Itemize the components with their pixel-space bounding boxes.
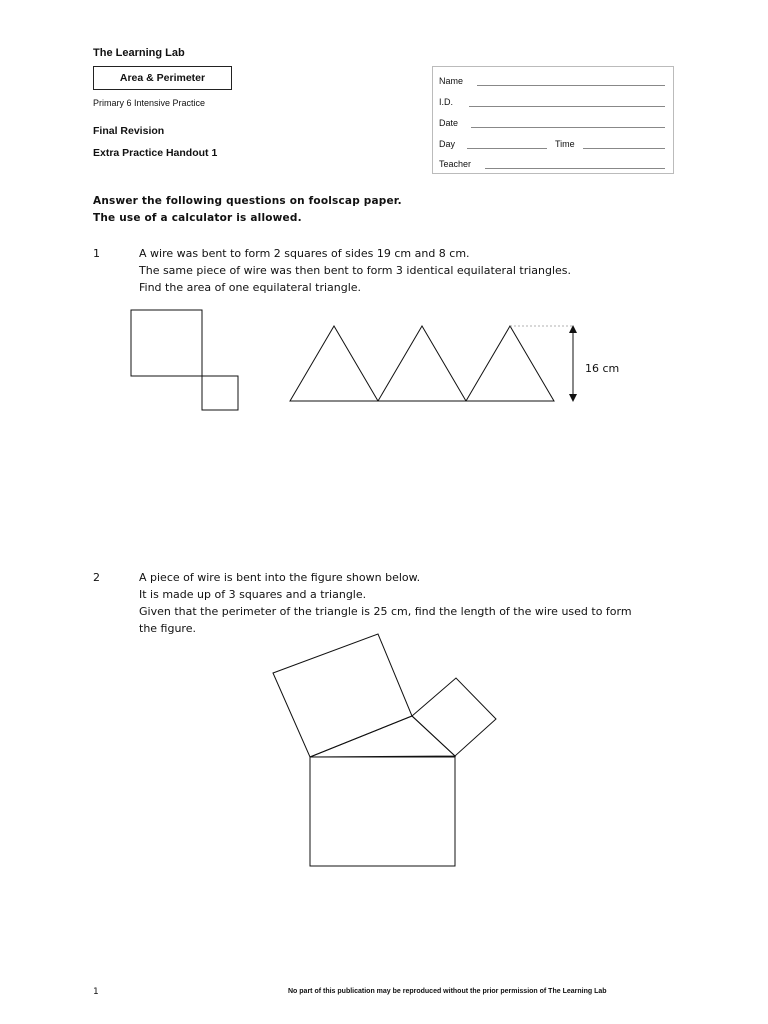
triangles-figure: [280, 315, 590, 415]
time-label: Time: [555, 139, 575, 149]
squares-figure: [120, 300, 250, 420]
question-2-line-3: Given that the perimeter of the triangle is 25 cm, find the length of the wire used to form: [139, 605, 632, 618]
triangle-1: [290, 326, 378, 401]
topic-box: [93, 66, 232, 90]
handout-label: Extra Practice Handout 1: [93, 147, 218, 159]
name-label: Name: [439, 76, 464, 86]
question-1-line-1: A wire was bent to form 2 squares of sides 19 cm and 8 cm.: [139, 247, 470, 260]
id-label: I.D.: [439, 97, 454, 107]
day-field[interactable]: [467, 148, 547, 149]
top-right-square: [412, 678, 496, 756]
student-info-box: [432, 66, 674, 174]
page-number: 1: [93, 987, 99, 997]
triangle-2: [378, 326, 466, 401]
top-left-square: [273, 634, 412, 757]
instruction-line-2: The use of a calculator is allowed.: [93, 212, 302, 224]
question-1-line-3: Find the area of one equilateral triangle.: [139, 281, 362, 294]
level-label: Primary 6 Intensive Practice: [93, 98, 206, 108]
topic-title: Area & Perimeter: [119, 72, 206, 84]
copyright-notice: No part of this publication may be reproduced without the prior permission of The Learning Lab: [288, 988, 607, 995]
bottom-square: [310, 757, 455, 866]
squares-triangle-figure: [260, 625, 510, 875]
triangle-3: [466, 326, 554, 401]
large-square: [131, 310, 202, 376]
question-2-line-4: the figure.: [139, 622, 196, 635]
instruction-line-1: Answer the following questions on foolscap paper.: [93, 195, 402, 207]
time-field[interactable]: [583, 148, 665, 149]
revision-label: Final Revision: [93, 125, 165, 137]
date-label: Date: [439, 118, 459, 128]
teacher-field[interactable]: [485, 168, 665, 169]
question-1-line-2: The same piece of wire was then bent to form 3 identical equilateral triangles.: [139, 264, 572, 277]
brand-name: The Learning Lab: [93, 47, 185, 59]
question-2-number: 2: [93, 571, 100, 584]
question-1-number: 1: [93, 247, 100, 260]
id-field[interactable]: [469, 106, 665, 107]
small-square: [202, 376, 238, 410]
question-2-line-2: It is made up of 3 squares and a triangle.: [139, 588, 367, 601]
center-triangle: [310, 716, 455, 757]
date-field[interactable]: [471, 127, 665, 128]
height-label: 16 cm: [585, 362, 620, 375]
name-field[interactable]: [477, 85, 665, 86]
day-label: Day: [439, 139, 456, 149]
teacher-label: Teacher: [439, 159, 472, 169]
question-2-line-1: A piece of wire is bent into the figure shown below.: [139, 571, 421, 584]
